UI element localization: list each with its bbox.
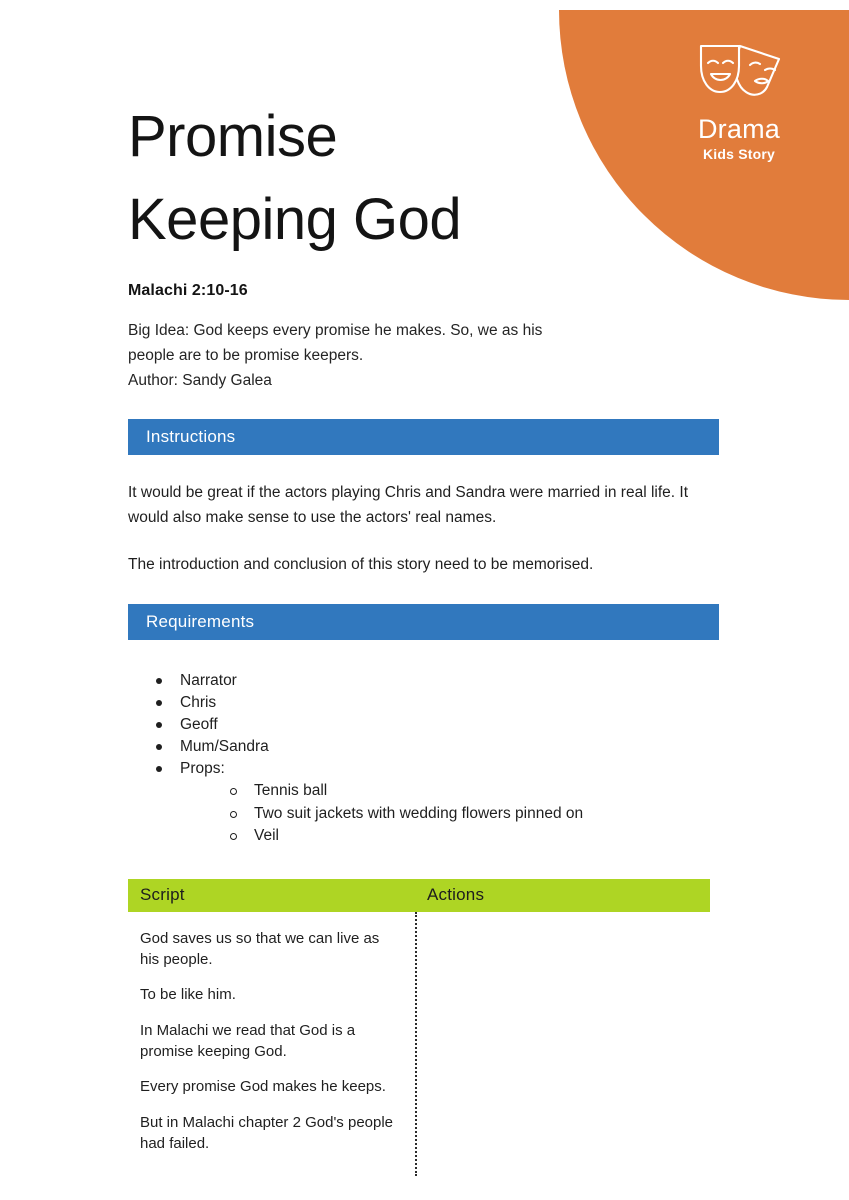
big-idea-text: Big Idea: God keeps every promise he makes. So, we as his people are to be promise keepers.	[128, 321, 543, 364]
bullet-icon	[156, 766, 162, 772]
page-title: Promise Keeping God	[128, 104, 462, 252]
list-item-label: Tennis ball	[254, 782, 328, 800]
actions-column	[415, 912, 710, 1170]
instructions-paragraph-2: The introduction and conclusion of this story need to be memorised.	[128, 555, 594, 573]
list-item	[156, 758, 721, 847]
list-item	[230, 825, 721, 847]
script-table-header-row	[128, 879, 710, 912]
list-item	[156, 736, 721, 758]
script-line: Every promise God makes he keeps.	[140, 1078, 386, 1096]
requirements-list	[128, 670, 721, 847]
list-item-label: Geoff	[180, 715, 218, 733]
brand-title: Drama	[697, 114, 780, 144]
script-column	[128, 912, 415, 1170]
sub-bullet-icon	[230, 811, 237, 818]
section-heading-instructions: Instructions	[146, 427, 236, 447]
list-item-label: Two suit jackets with wedding flowers pinned on	[254, 804, 584, 822]
list-item	[156, 692, 721, 714]
brand-subtitle: Kids Story	[702, 146, 775, 163]
script-table-body	[128, 912, 710, 1170]
script-table	[128, 879, 710, 1170]
list-item	[156, 670, 721, 692]
bullet-icon	[156, 678, 162, 684]
author-text: Author: Sandy Galea	[128, 372, 272, 390]
instructions-paragraph-1: It would be great if the actors playing Chris and Sandra were married in real life. It would also make sense to use the actors' real names.	[128, 484, 688, 526]
section-banner-instructions	[128, 419, 719, 455]
bullet-icon	[156, 722, 162, 728]
section-heading-requirements: Requirements	[146, 611, 255, 631]
column-divider	[415, 912, 417, 1176]
list-item	[230, 780, 721, 802]
list-item-label: Props:	[180, 760, 225, 778]
list-item-label: Mum/Sandra	[180, 738, 269, 756]
list-item-label: Chris	[180, 693, 217, 711]
script-line: God saves us so that we can live as his people.	[140, 929, 380, 969]
column-header-actions: Actions	[427, 885, 485, 905]
script-line: To be like him.	[140, 986, 236, 1004]
list-item	[230, 803, 721, 825]
script-line: But in Malachi chapter 2 God's people had failed.	[140, 1113, 394, 1152]
bullet-icon	[156, 700, 162, 706]
column-header-script: Script	[140, 885, 185, 905]
list-item-label: Narrator	[180, 671, 237, 689]
bullet-icon	[156, 744, 162, 750]
sub-bullet-icon	[230, 788, 237, 795]
list-item	[156, 714, 721, 736]
list-item-label: Veil	[254, 826, 279, 844]
scripture-reference: Malachi 2:10-16	[128, 281, 248, 299]
sub-bullet-icon	[230, 833, 237, 840]
section-banner-requirements	[128, 604, 719, 640]
script-line: In Malachi we read that God is a promise keeping God.	[140, 1021, 356, 1061]
props-sub-list	[180, 780, 721, 846]
